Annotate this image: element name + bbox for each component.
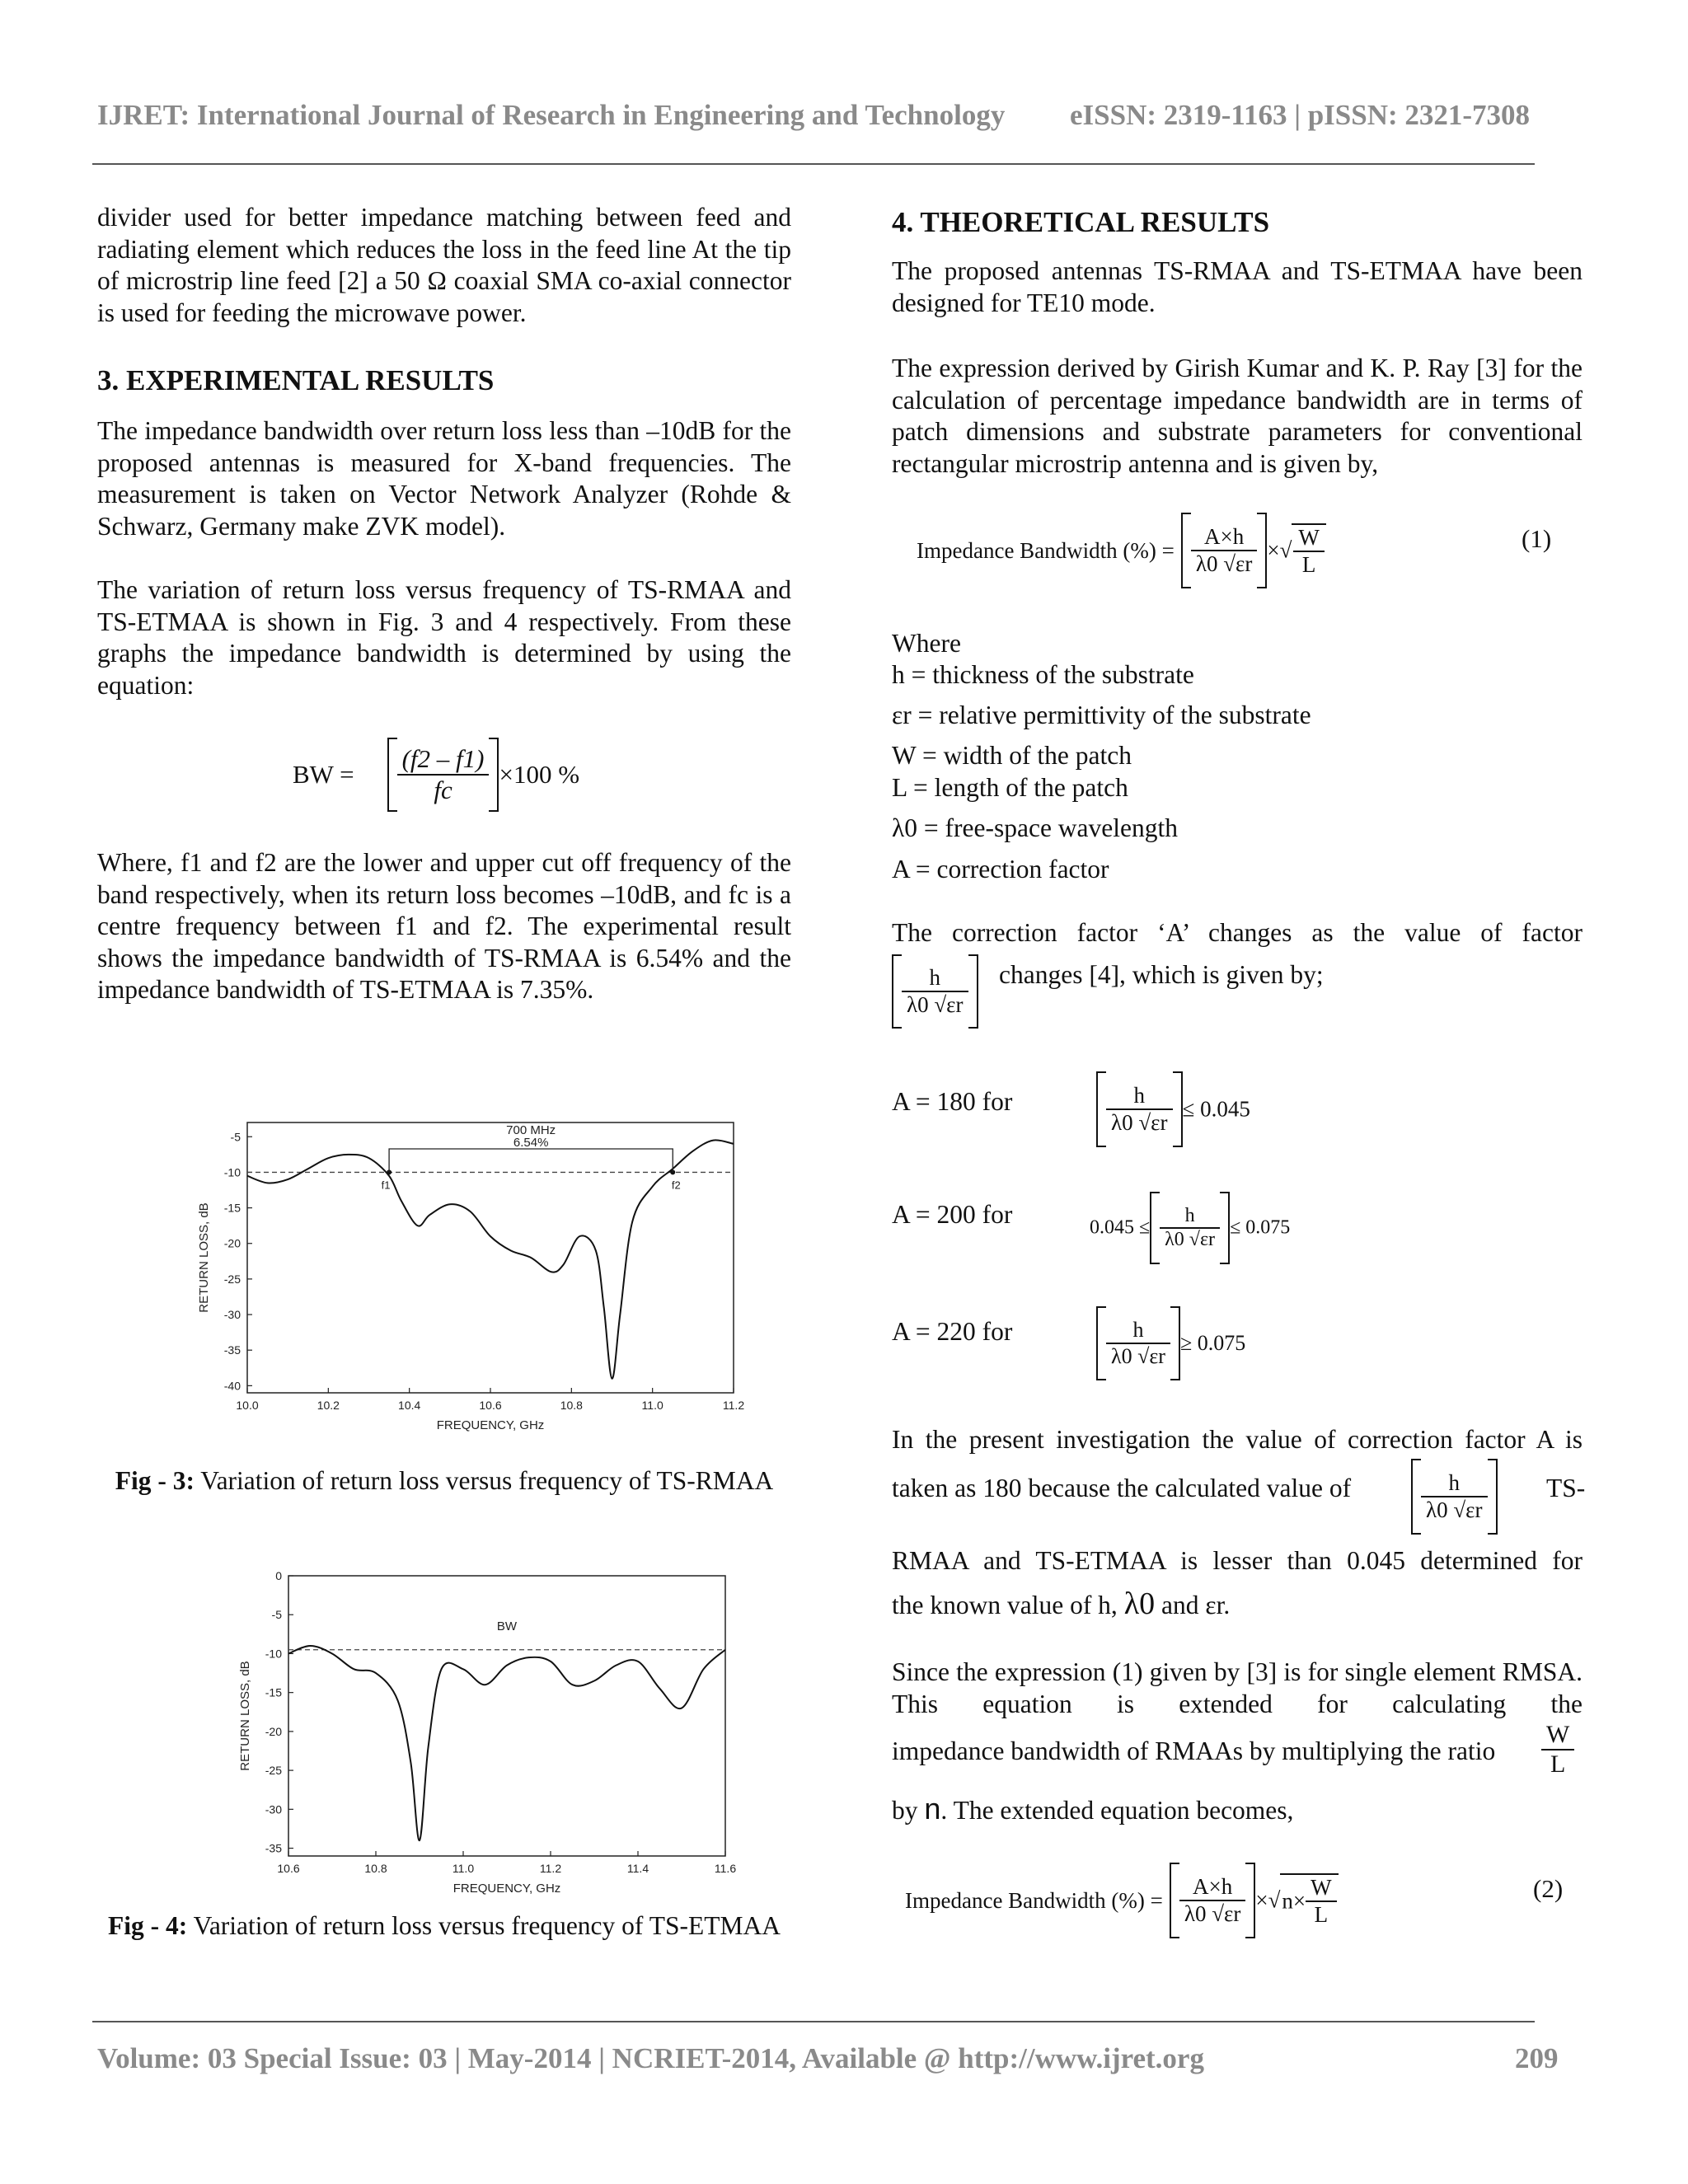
plot-frame (288, 1576, 725, 1856)
investigation-line-4 (892, 1588, 1230, 1622)
y-tick-label: -35 (265, 1841, 282, 1855)
n-symbol: n (924, 1792, 941, 1825)
def-lambda: λ0 = free-space wavelength (892, 813, 1178, 842)
investigation-frac (1411, 1459, 1498, 1535)
where-paragraph: Where, f1 and f2 are the lower and upper cut off frequency of the band respectively, when its return loss becomes –10dB, and fc is a centre frequency between f1 and f2. The experimental result shows the impedance bandwidth of TS-RMAA is 6.54% and the impedance bandwidth of TS-ETMAA is 7.35%. (97, 848, 791, 1004)
section-4-paragraph-1: The proposed antennas TS-RMAA and TS-ETMAA have been designed for TE10 mode. (892, 256, 1582, 317)
section-3-paragraph-2: The variation of return loss versus frequency of TS-RMAA and TS-ETMAA is shown in Fig. 3 and 4 respectively. From these graphs the impedance bandwidth is determined by using the equation: (97, 575, 791, 700)
a220-frac-den: λ0 √εr (1111, 1344, 1165, 1368)
bw-equation (293, 738, 579, 812)
a180-frac-num: h (1106, 1083, 1173, 1110)
section-3-title: 3. EXPERIMENTAL RESULTS (97, 364, 495, 396)
fig3-caption-text: Variation of return loss versus frequency of TS-RMAA (195, 1466, 774, 1495)
y-tick-label: -15 (223, 1201, 241, 1215)
fig3-chart (165, 1104, 758, 1451)
investigation-line-4b: and εr. (1161, 1591, 1231, 1619)
investigation-line-3: RMAA and TS-ETMAA is lesser than 0.045 determined for (892, 1546, 1582, 1575)
a200-cond: ≤ 0.075 (1230, 1216, 1291, 1239)
x-tick-label: 10.6 (479, 1399, 502, 1412)
a180-condition (1096, 1071, 1250, 1147)
a200-frac-num: h (1160, 1205, 1220, 1229)
equation-1: Impedance Bandwidth (%) = $\frac{A\times h}{\lambda 0 √\varepsilon r}$ ×√ $\frac{W}{L}$ (917, 513, 1326, 588)
a200-frac-den: λ0 √εr (1165, 1229, 1216, 1250)
eq2-sqrt-num: W (1306, 1875, 1336, 1902)
equation-2: Impedance Bandwidth (%) = $\frac{A\times h}{\lambda 0 √\varepsilon r}$ ×√n× $\frac{W}{L}$ (905, 1863, 1339, 1938)
def-a: A = correction factor (892, 855, 1109, 883)
journal-header: IJRET: International Journal of Research in Engineering and Technology (97, 99, 1006, 131)
inv-frac-den: λ0 √εr (1426, 1497, 1483, 1522)
fig4-caption-label: Fig - 4: (108, 1911, 188, 1940)
correction-paragraph-1: The correction factor ‘A’ changes as the value of factor (892, 918, 1582, 947)
corr-frac-den: λ0 √εr (907, 992, 964, 1017)
x-tick-label: 10.8 (560, 1399, 583, 1412)
eq1-sqrt-num: W (1293, 525, 1324, 552)
a200-condition (1090, 1192, 1290, 1264)
section-4-title: 4. THEORETICAL RESULTS (892, 206, 1270, 238)
eq1-numerator: A×h (1191, 524, 1258, 551)
y-tick-label: -5 (230, 1130, 241, 1144)
def-h: h = thickness of the substrate (892, 660, 1194, 689)
eq1-lhs: Impedance Bandwidth (%) = (917, 537, 1175, 563)
y-tick-label: -30 (223, 1308, 241, 1322)
bw-eq-denominator: fc (434, 776, 452, 804)
ratio-num: W (1541, 1721, 1574, 1750)
eq1-sqrt-den: L (1301, 552, 1316, 577)
fig4-chart (214, 1566, 758, 1912)
a180-cond: ≤ 0.045 (1182, 1096, 1250, 1122)
correction-paragraph-2: changes [4], which is given by; (999, 960, 1324, 989)
ratio-frac (1541, 1721, 1574, 1779)
x-tick-label: 10.8 (364, 1862, 387, 1875)
x-tick-label: 11.4 (626, 1862, 649, 1875)
a220-label: A = 220 for (892, 1317, 1013, 1346)
a220-condition (1096, 1306, 1245, 1380)
y-tick-label: 0 (275, 1569, 282, 1582)
since-line-3 (892, 1793, 1293, 1827)
plot-frame (247, 1122, 734, 1393)
corr-frac-num: h (902, 965, 968, 992)
a180-label: A = 180 for (892, 1087, 1013, 1116)
footer-rule (92, 2021, 1535, 2022)
ratio-den: L (1550, 1750, 1566, 1778)
since-line-3b: . The extended equation becomes, (940, 1796, 1294, 1825)
footer-volume: Volume: 03 Special Issue: 03 | May-2014 | NCRIET-2014, Available @ http://www.ijret.org (97, 2042, 1204, 2074)
eq1-denominator: λ0 √εr (1195, 551, 1253, 576)
x-tick-label: 10.4 (398, 1399, 421, 1412)
x-axis-label: FREQUENCY, GHz (436, 1418, 545, 1432)
bandwidth-bracket (389, 1149, 673, 1172)
y-tick-label: -20 (223, 1236, 241, 1250)
since-paragraph: Since the expression (1) given by [3] is for single element RMSA. This equation is extended for calculating the (892, 1657, 1582, 1718)
x-tick-label: 10.0 (236, 1399, 259, 1412)
investigation-line-2b: TS- (1546, 1474, 1586, 1502)
bw-label: BW (496, 1619, 518, 1634)
f1-label: f1 (381, 1179, 391, 1192)
page-number: 209 (1515, 2042, 1559, 2074)
eq2-sqrt-den: L (1314, 1902, 1329, 1927)
lambda-symbol: λ0 (1123, 1586, 1156, 1621)
investigation-line-2a: taken as 180 because the calculated value of (892, 1474, 1352, 1502)
bw-eq-numerator: (f2 – f1) (397, 744, 490, 776)
def-epsilon: εr = relative permittivity of the substrate (892, 701, 1311, 729)
issn-header: eISSN: 2319-1163 | pISSN: 2321-7308 (1070, 99, 1531, 131)
bw-eq-lhs: BW = (293, 760, 354, 789)
bandwidth-mhz-label: 700 MHz (506, 1123, 556, 1137)
a200-pre: 0.045 ≤ (1090, 1216, 1151, 1239)
y-tick-label: -20 (265, 1724, 282, 1738)
section-3-paragraph-1: The impedance bandwidth over return loss less than –10dB for the proposed antennas is measured for X-band frequencies. The measurement is taken on Vector Network Analyzer (Rohde & Schwarz, Germany make ZVK model). (97, 416, 791, 541)
eq2-denominator: λ0 √εr (1184, 1901, 1241, 1926)
eq2-lhs: Impedance Bandwidth (%) = (905, 1887, 1163, 1913)
equation-1-number: (1) (1522, 524, 1552, 553)
x-tick-label: 10.2 (316, 1399, 340, 1412)
y-tick-label: -10 (265, 1647, 282, 1661)
y-tick-label: -35 (223, 1343, 241, 1357)
y-tick-label: -10 (223, 1165, 241, 1179)
y-axis-label: RETURN LOSS, dB (197, 1202, 211, 1313)
equation-2-number: (2) (1533, 1874, 1564, 1903)
correction-factor-frac (892, 954, 978, 1029)
since-by: by (892, 1796, 918, 1825)
since-line-2: impedance bandwidth of RMAAs by multiplying the ratio (892, 1736, 1496, 1765)
f2-label: f2 (671, 1179, 681, 1192)
fig3-caption-label: Fig - 3: (115, 1466, 195, 1495)
investigation-line-1: In the present investigation the value of correction factor A is (892, 1425, 1582, 1454)
y-tick-label: -15 (265, 1685, 282, 1699)
inv-frac-num: h (1421, 1470, 1488, 1497)
bandwidth-percent-label: 6.54% (513, 1136, 549, 1150)
x-axis-label: FREQUENCY, GHz (452, 1882, 561, 1896)
y-tick-label: -30 (265, 1802, 282, 1816)
def-w: W = width of the patch (892, 741, 1132, 770)
y-tick-label: -5 (271, 1608, 282, 1622)
return-loss-curve (247, 1140, 734, 1378)
header-rule (92, 163, 1535, 165)
investigation-line-4a: the known value of h, (892, 1591, 1118, 1619)
y-tick-label: -25 (265, 1764, 282, 1778)
def-l: L = length of the patch (892, 773, 1128, 802)
intro-paragraph: divider used for better impedance matching between feed and radiating element which reduces the loss in the feed line At the tip of microstrip line feed [2] a 50 Ω coaxial SMA co-axial connector is used for feeding the microwave power. (97, 203, 791, 327)
y-tick-label: -25 (223, 1272, 241, 1286)
x-tick-label: 11.6 (714, 1862, 737, 1875)
fig4-caption-text: Variation of return loss versus frequency of TS-ETMAA (187, 1911, 781, 1940)
section-4-paragraph-2: The expression derived by Girish Kumar and K. P. Ray [3] for the calculation of percentage impedance bandwidth are in terms of patch dimensions and substrate parameters for conventional rectangular microstrip antenna and is given by, (892, 354, 1582, 478)
x-tick-label: 11.2 (722, 1399, 745, 1412)
x-tick-label: 10.6 (277, 1862, 300, 1875)
x-tick-label: 11.0 (641, 1399, 663, 1412)
bw-eq-rhs: ×100 % (499, 760, 580, 789)
x-tick-label: 11.2 (539, 1862, 562, 1875)
a180-frac-den: λ0 √εr (1111, 1110, 1168, 1135)
a220-cond: ≥ 0.075 (1179, 1331, 1246, 1355)
y-tick-label: -40 (223, 1379, 241, 1393)
y-axis-label: RETURN LOSS, dB (238, 1661, 252, 1771)
return-loss-curve (288, 1646, 725, 1840)
fig4-caption (97, 1910, 791, 1942)
eq2-n: n× (1282, 1888, 1306, 1914)
a200-label: A = 200 for (892, 1200, 1013, 1229)
eq2-numerator: A×h (1179, 1874, 1246, 1901)
fig3-caption (97, 1465, 791, 1497)
a220-frac-num: h (1106, 1318, 1170, 1344)
where-label: Where (892, 629, 961, 658)
x-tick-label: 11.0 (452, 1862, 475, 1875)
